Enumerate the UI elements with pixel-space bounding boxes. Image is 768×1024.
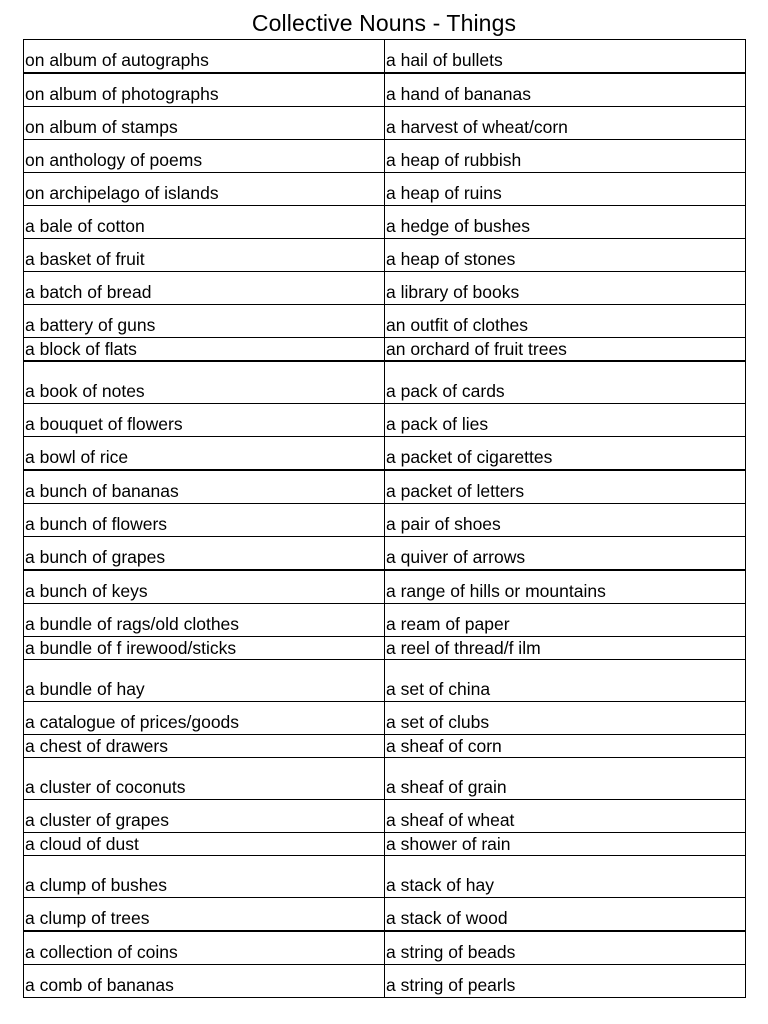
table-cell-left: a chest of drawers <box>24 735 385 758</box>
table-row <box>24 833 746 856</box>
table-cell-left: a bouquet of flowers <box>24 404 385 437</box>
table-cell-right: a heap of ruins <box>385 173 746 206</box>
table-cell-right: a pack of cards <box>385 361 746 404</box>
table-cell-right: a pair of shoes <box>385 504 746 537</box>
table-cell-left: a bundle of hay <box>24 660 385 702</box>
table-row <box>24 404 746 437</box>
table-cell-left: a clump of bushes <box>24 856 385 898</box>
table-cell-left: a batch of bread <box>24 272 385 305</box>
table-row <box>24 604 746 637</box>
table-cell-left: a cloud of dust <box>24 833 385 856</box>
table-row <box>24 272 746 305</box>
table-cell-right: a stack of hay <box>385 856 746 898</box>
table-cell-right: a string of pearls <box>385 965 746 998</box>
table-cell-right: a stack of wood <box>385 898 746 932</box>
table-row <box>24 660 746 702</box>
page-title: Collective Nouns - Things <box>251 10 517 36</box>
table-cell-left: a cluster of grapes <box>24 800 385 833</box>
table-row <box>24 140 746 173</box>
table-cell-left: a clump of trees <box>24 898 385 932</box>
table-cell-right: a ream of paper <box>385 604 746 637</box>
table-cell-left: a catalogue of prices/goods <box>24 702 385 735</box>
table-cell-left: a bunch of bananas <box>24 470 385 504</box>
table-row <box>24 637 746 660</box>
table-row <box>24 361 746 404</box>
table-cell-left: a bundle of f irewood/sticks <box>24 637 385 660</box>
collective-nouns-table <box>23 39 746 998</box>
table-cell-right: a harvest of wheat/corn <box>385 107 746 140</box>
table-cell-right: a hail of bullets <box>385 40 746 74</box>
table-cell-left: a collection of coins <box>24 931 385 965</box>
table-cell-right: a heap of stones <box>385 239 746 272</box>
table-cell-right: a heap of rubbish <box>385 140 746 173</box>
table-cell-left: on anthology of poems <box>24 140 385 173</box>
table-row <box>24 338 746 362</box>
table-cell-right: a set of china <box>385 660 746 702</box>
table-cell-right: a sheaf of grain <box>385 758 746 800</box>
table-row <box>24 107 746 140</box>
table-row <box>24 898 746 932</box>
table-row <box>24 239 746 272</box>
table-row <box>24 305 746 338</box>
table-cell-right: a packet of letters <box>385 470 746 504</box>
table-cell-right: a packet of cigarettes <box>385 437 746 471</box>
table-cell-right: a set of clubs <box>385 702 746 735</box>
table-row <box>24 570 746 604</box>
table-row <box>24 856 746 898</box>
table-cell-right: a sheaf of corn <box>385 735 746 758</box>
table-row <box>24 758 746 800</box>
table-row <box>24 965 746 998</box>
table-cell-left: on album of autographs <box>24 40 385 74</box>
table-cell-left: on album of stamps <box>24 107 385 140</box>
table-cell-left: a comb of bananas <box>24 965 385 998</box>
table-cell-right: a reel of thread/f ilm <box>385 637 746 660</box>
table-cell-right: a hand of bananas <box>385 73 746 107</box>
table-cell-right: a shower of rain <box>385 833 746 856</box>
table-cell-left: a basket of fruit <box>24 239 385 272</box>
table-row <box>24 470 746 504</box>
table-cell-left: a bowl of rice <box>24 437 385 471</box>
table-cell-right: a quiver of arrows <box>385 537 746 571</box>
table-cell-left: a book of notes <box>24 361 385 404</box>
table-row <box>24 702 746 735</box>
table-cell-right: an outfit of clothes <box>385 305 746 338</box>
table-row <box>24 40 746 74</box>
table-cell-right: a range of hills or mountains <box>385 570 746 604</box>
table-cell-left: a bunch of keys <box>24 570 385 604</box>
table-row <box>24 800 746 833</box>
table-row <box>24 537 746 571</box>
table-cell-left: on album of photographs <box>24 73 385 107</box>
table-cell-left: a bunch of flowers <box>24 504 385 537</box>
table-row <box>24 73 746 107</box>
table-cell-left: a battery of guns <box>24 305 385 338</box>
table-cell-right: a pack of lies <box>385 404 746 437</box>
table-row <box>24 173 746 206</box>
table-cell-right: a string of beads <box>385 931 746 965</box>
table-cell-left: a cluster of coconuts <box>24 758 385 800</box>
table-row <box>24 735 746 758</box>
table-row <box>24 504 746 537</box>
table-cell-left: a bale of cotton <box>24 206 385 239</box>
table-row <box>24 931 746 965</box>
table-row <box>24 206 746 239</box>
table-cell-right: a sheaf of wheat <box>385 800 746 833</box>
table-cell-left: on archipelago of islands <box>24 173 385 206</box>
table-cell-right: an orchard of fruit trees <box>385 338 746 362</box>
table-cell-left: a bundle of rags/old clothes <box>24 604 385 637</box>
table-cell-left: a block of flats <box>24 338 385 362</box>
table-cell-right: a library of books <box>385 272 746 305</box>
table-cell-left: a bunch of grapes <box>24 537 385 571</box>
table-row <box>24 437 746 471</box>
table-cell-right: a hedge of bushes <box>385 206 746 239</box>
